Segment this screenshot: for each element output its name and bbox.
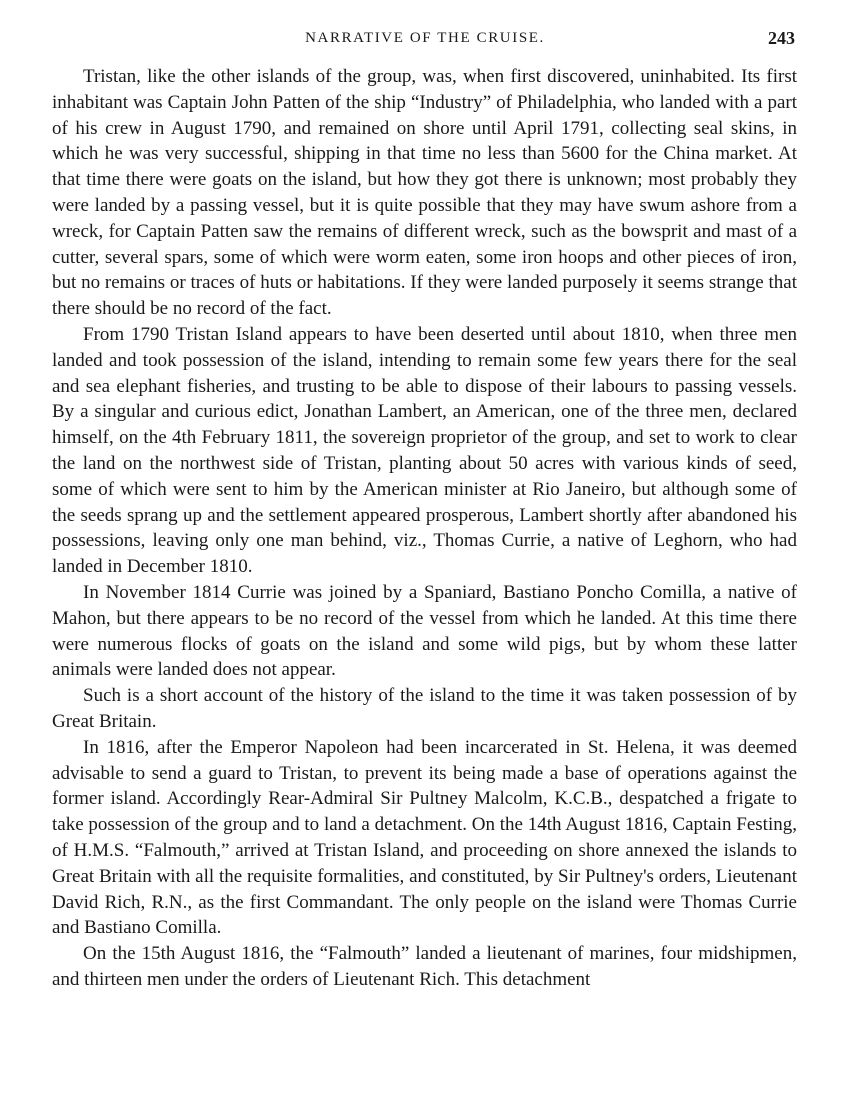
paragraph-falmouth-detachment: On the 15th August 1816, the “Falmouth” landed a lieutenant of marines, four midshipmen, and thirteen men under the orders of Lieutenant Rich. This detachment <box>52 943 797 990</box>
paragraph-british-annexation: In 1816, after the Emperor Napoleon had been incarcerated in St. Helena, it was deemed advisable to send a guard to Tristan, to prevent its being made a base of operations against the former island. Accordingly Rear-Admiral Sir Pultney Malcolm, K.C.B., despatched a frigate to take possession of the group and to land a detachment. On the 14th August 1816, Captain Festing, of H.M.S. “Falmouth,” arrived at Tristan Island, and proceeding on shore annexed the islands to Great Britain with all the requisite formalities, and constituted, by Sir Pultney's orders, Lieutenant David Rich, R.N., as the first Commandant. The only people on the island were Thomas Currie and Bastiano Comilla. <box>52 736 797 939</box>
paragraph-lambert-settlement: From 1790 Tristan Island appears to have been deserted until about 1810, when three men landed and took possession of the island, intending to remain some few years there for the seal and sea elephant fisheries, and trusting to be able to dispose of their labours to passing vessels. By a singular and curious edict, Jonathan Lambert, an American, one of the three men, declared himself, on the 4th February 1811, the sovereign proprietor of the group, and set to work to clear the land on the northwest side of Tristan, planting about 50 acres with various kinds of seed, some of which were sent to him by the American minister at Rio Janeiro, but although some of the seeds sprang up and the settlement appeared prosperous, Lambert shortly after abandoned his possessions, leaving only one man behind, viz., Thomas Currie, a native of Leghorn, who had landed in December 1810. <box>52 323 797 578</box>
paragraph-tristan-discovery: Tristan, like the other islands of the group, was, when first discovered, uninhabited. Its first inhabitant was Captain John Patten of the ship “Industry” of Philadelphia, who landed with a part of his crew in August 1790, and remained on shore until April 1791, collecting seal skins, in which he was very successful, shipping in that time no less than 5600 for the China market. At that time there were goats on the island, but how they got there is unknown; most probably they were landed by a passing vessel, but it is quite possible that they may have swum ashore from a wreck, for Captain Patten saw the remains of different wreck, such as the bowsprit and mast of a cutter, several spars, some of which were worm eaten, some iron hoops and other pieces of iron, but no remains or traces of huts or habitations. If they were landed purposely it seems strange that there should be no record of the fact. <box>52 66 797 320</box>
page-number: 243 <box>768 28 795 48</box>
paragraph-short-account: Such is a short account of the history of the island to the time it was taken possession of by Great Britain. <box>52 685 797 732</box>
paragraph-currie-comilla: In November 1814 Currie was joined by a Spaniard, Bastiano Poncho Comilla, a native of Mahon, but there appears to be no record of the vessel from which he landed. At this time there were numerous flocks of goats on the island and some wild pigs, but by whom these latter animals were landed does not appear. <box>52 581 797 681</box>
body-text <box>52 64 797 993</box>
running-head <box>55 28 795 52</box>
running-title: NARRATIVE OF THE CRUISE. <box>305 30 545 46</box>
